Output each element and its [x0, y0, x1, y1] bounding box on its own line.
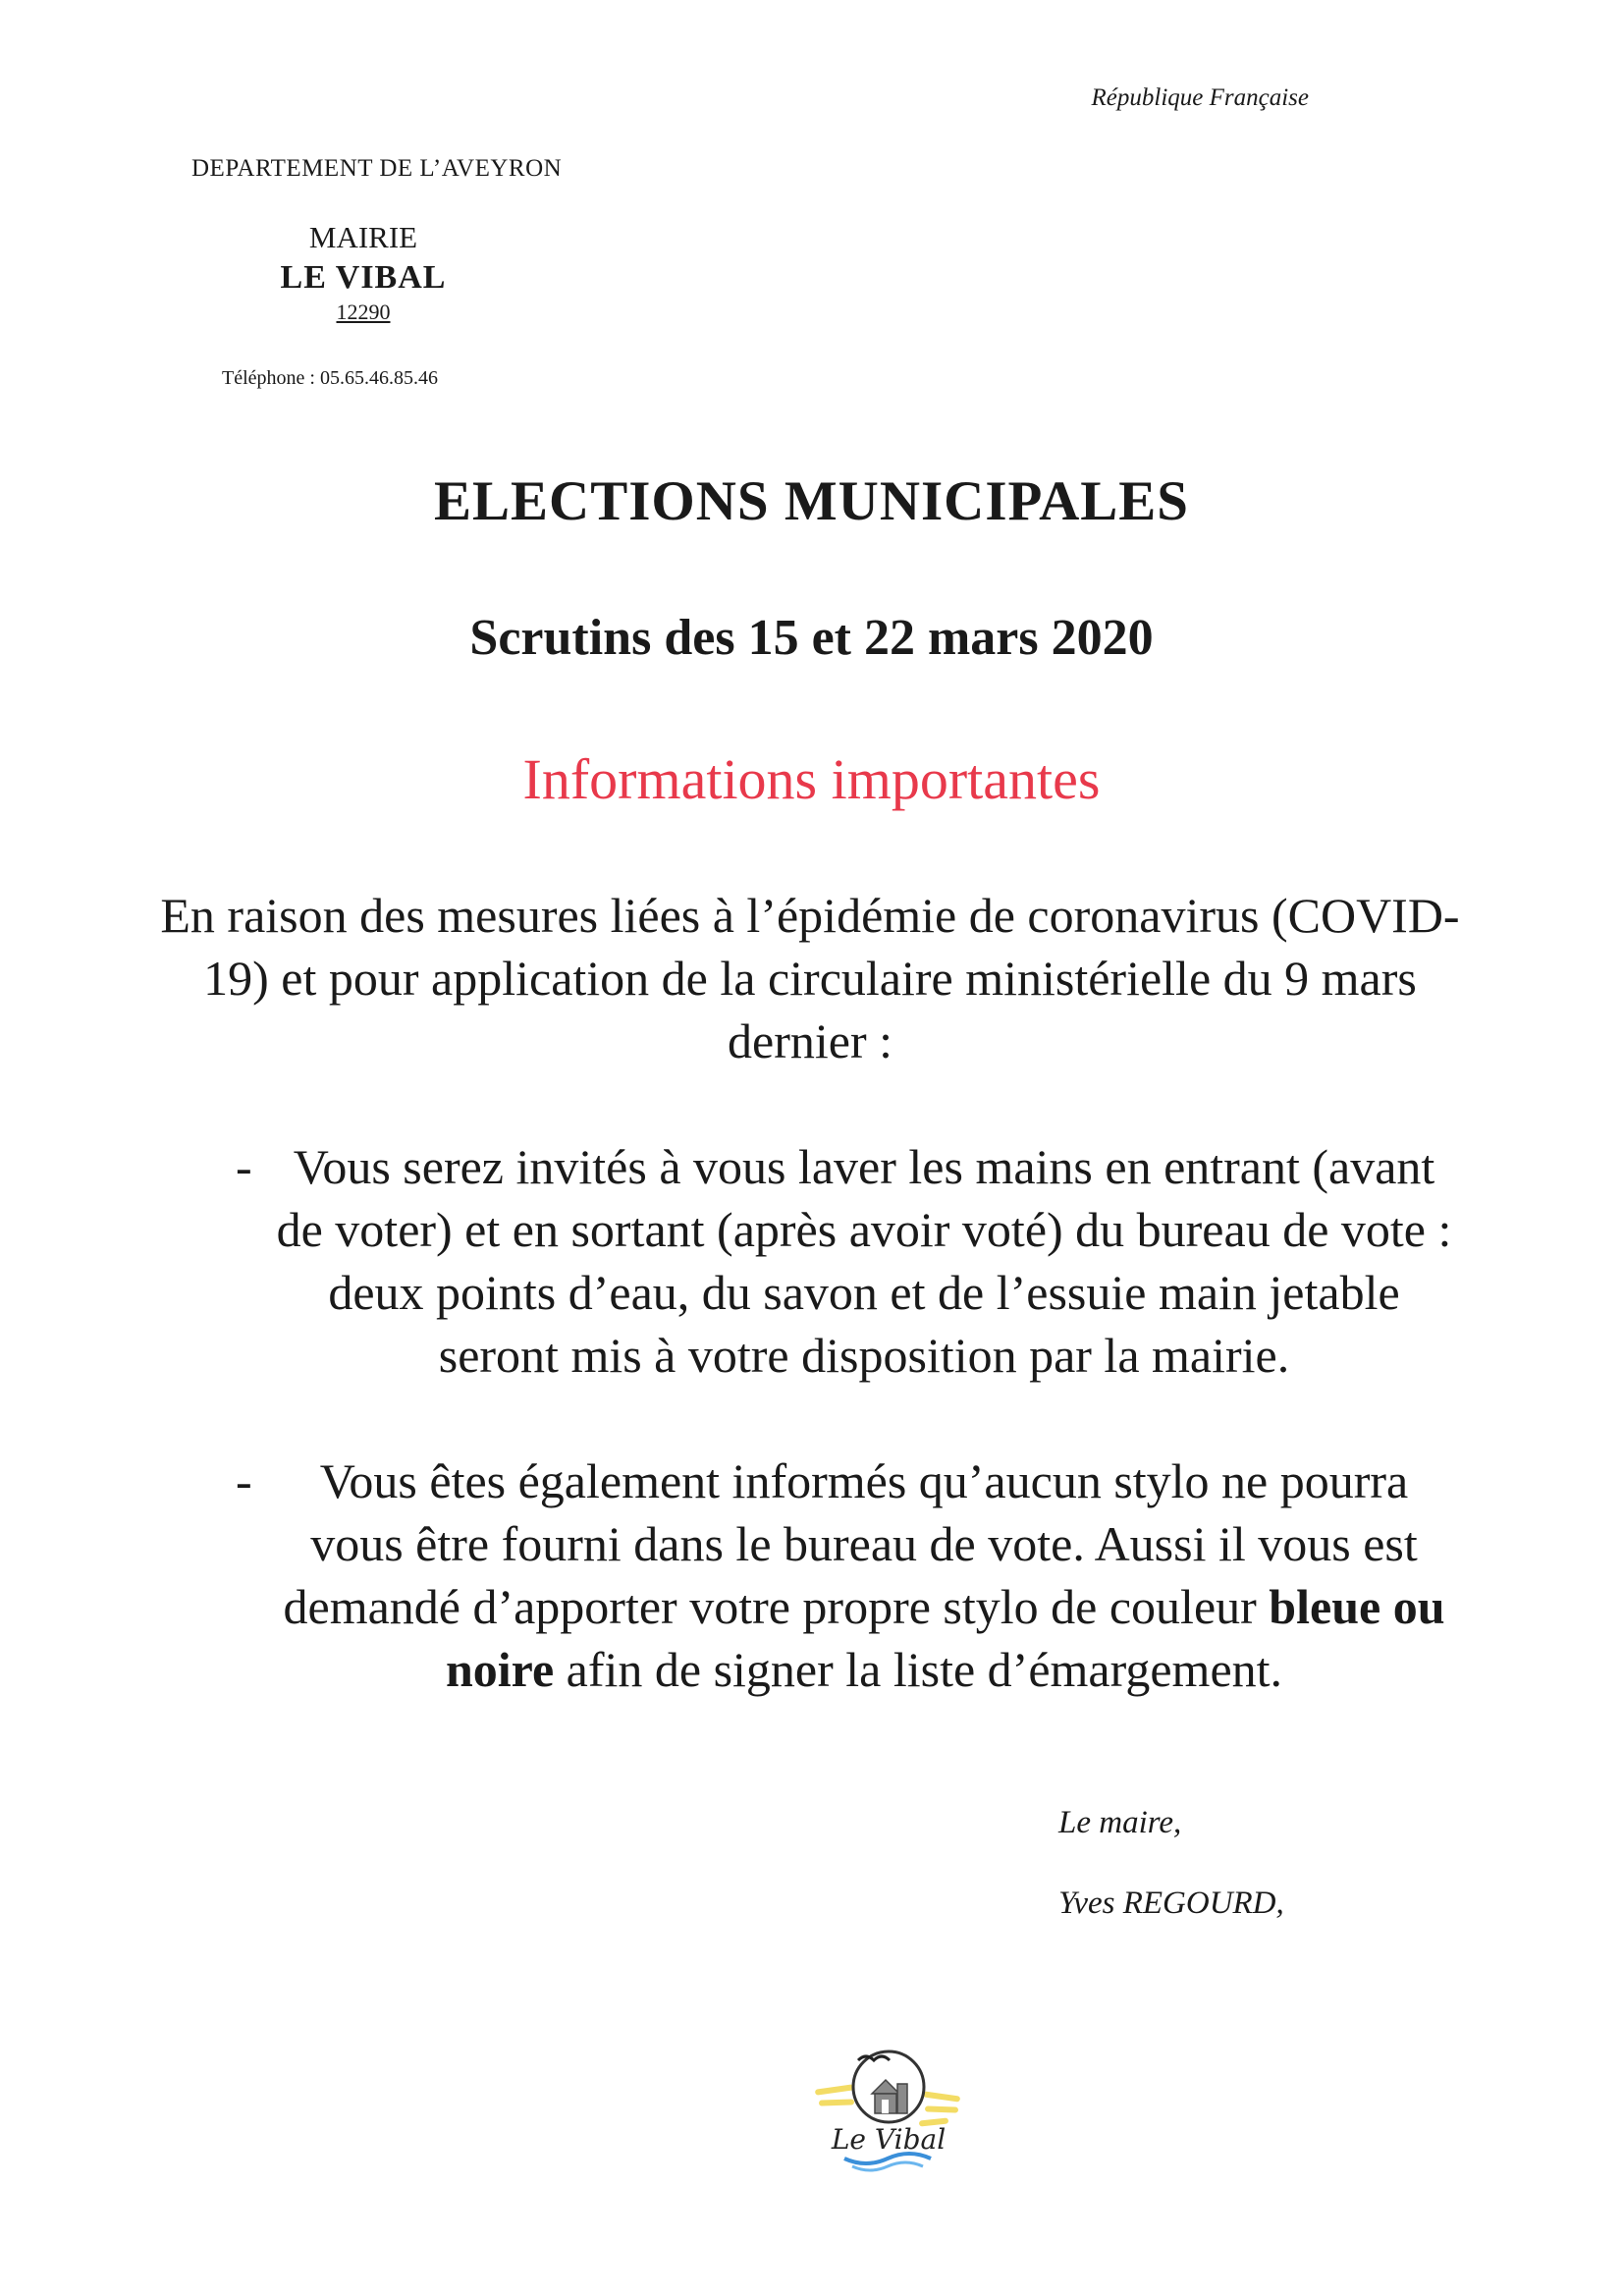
bullet-item-pen [236, 1449, 1453, 1701]
signature-name: Yves REGOURD, [1058, 1886, 1284, 1921]
info-heading: Informations importantes [522, 747, 1101, 811]
bullet-item-handwashing [236, 1135, 1453, 1387]
page-subtitle: Scrutins des 15 et 22 mars 2020 [469, 610, 1154, 666]
village-logo-icon [776, 2033, 1001, 2180]
bullet-text-part1: Vous êtes également informés qu’aucun stylo ne pourra vous être fourni dans le bureau de vote. Aussi il vous est demandé d’apporter votre propre stylo de couleur [283, 1453, 1418, 1634]
logo-text: Le Vibal [831, 2123, 947, 2156]
bullet-text: Vous serez invités à vous laver les mains en entrant (avant de voter) et en sortant (après avoir voté) du bureau de vote : deux points d’eau, du savon et de l’essuie main jetable seront mis à votre disposition par la mairie. [276, 1139, 1452, 1383]
bullet-text-part2: afin de signer la liste d’émargement. [554, 1642, 1283, 1697]
commune-name: LE VIBAL [280, 259, 447, 296]
intro-paragraph: En raison des mesures liées à l’épidémie de coronavirus (COVID-19) et pour application de la circulaire ministérielle du 9 mars dernier : [160, 888, 1460, 1068]
bullet-dash: - [236, 1139, 252, 1194]
republique-francaise: République Française [1091, 84, 1309, 111]
mairie-label: MAIRIE [308, 220, 418, 254]
page-title: ELECTIONS MUNICIPALES [433, 470, 1189, 532]
pen-color-emphasis: bleue ou noire [445, 1579, 1445, 1697]
telephone: Téléphone : 05.65.46.85.46 [222, 367, 438, 389]
bullet-text [275, 1449, 1453, 1701]
signature-role: Le maire, [1058, 1805, 1182, 1840]
departement-label: DEPARTEMENT DE L’AVEYRON [191, 155, 563, 182]
postal-code: 12290 [336, 300, 391, 324]
bullet-dash: - [236, 1453, 252, 1508]
mairie-block [245, 218, 481, 326]
